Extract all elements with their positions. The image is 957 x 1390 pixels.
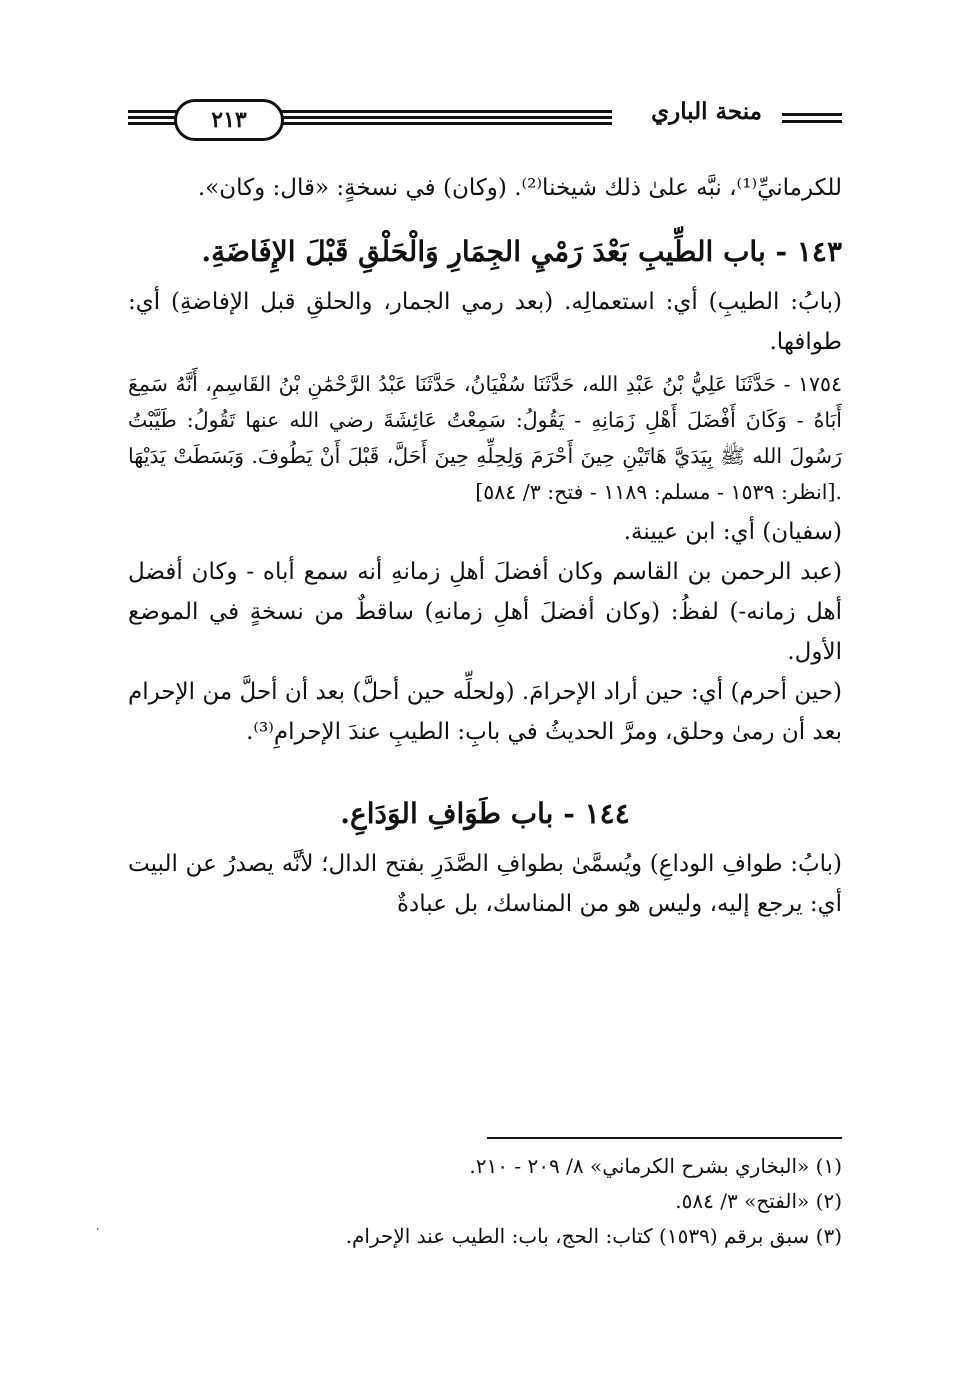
paragraph: للكرمانيِّ⁽¹⁾، نبَّه علىٰ ذلك شيخنا⁽²⁾. (وكان) في نسخةٍ: «قال: وكان». (197, 175, 842, 201)
header-rule (270, 116, 612, 119)
footnote: (١) «البخاري بشرح الكرماني» ٨/ ٢٠٩ - ٢١٠. (469, 1154, 842, 1178)
header-rule (128, 122, 178, 125)
footnotes (128, 1137, 842, 1254)
header-rule (128, 110, 178, 113)
running-title: منحة الباري (651, 98, 762, 125)
footnote-separator (487, 1137, 842, 1139)
main-text (128, 168, 842, 924)
paragraph: (بابُ: طوافِ الوداعِ) ويُسمَّىٰ بطوافِ الصَّدَرِ بفتح الدال؛ لأنَّه يصدرُ عن البيت أي: يرجع إليه، وليس هو من المناسك، بل عبادةٌ (128, 851, 842, 917)
header-rule (782, 113, 842, 116)
page-header (128, 96, 842, 142)
header-rule (128, 116, 178, 119)
chapter-heading: ١٤٤ - باب طَوَافِ الوَدَاعِ. (340, 797, 630, 830)
footnote: (٢) «الفتح» ٣/ ٥٨٤. (675, 1189, 842, 1213)
scan-mark: ، (96, 1222, 100, 1233)
header-rule (782, 120, 842, 123)
page-number: ٢١٣ (174, 99, 284, 141)
paragraph: (حين أحرم) أي: حين أراد الإحرامَ. (ولحلِّه حين أحلَّ) بعد أن أحلَّ من الإحرام بعد أن رمىٰ وحلق، ومرَّ الحديثُ في بابِ: الطيبِ عندَ الإحرامِ⁽³⁾. (128, 679, 842, 745)
chapter-heading: ١٤٣ - باب الطِّيبِ بَعْدَ رَمْيِ الجِمَارِ وَالْحَلْقِ قَبْلَ الإِفَاضَةِ. (201, 235, 842, 268)
footnote: (٣) سبق برقم (١٥٣٩) كتاب: الحج، باب: الطيب عند الإحرام. (345, 1224, 842, 1248)
hadith-text: ١٧٥٤ - حَدَّثَنَا عَلِيُّ بْنُ عَبْدِ الله، حَدَّثَنَا سُفْيَانُ، حَدَّثَنَا عَبْدُ الرَّحْمَٰنِ بْنُ القَاسِمِ، أَنَّهُ سَمِعَ أَبَاهُ - وَكَانَ أَفْضَلَ أَهْلِ زَمَانِهِ - يَقُولُ: سَمِعْتُ عَائِشَةَ رضي الله عنها تَقُولُ: طَيَّبْتُ رَسُولَ الله ﷺ بِيَدَيَّ هَاتَيْنِ حِينَ أَحْرَمَ وَلِحِلِّهِ حِينَ أَحَلَّ، قَبْلَ أَنْ يَطُوفَ. وَبَسَطَتْ يَدَيْهَا .[انظر: ١٥٣٩ - مسلم: ١١٨٩ - فتح: ٣/ ٥٨٤] (128, 372, 842, 504)
paragraph: (بابُ: الطيبِ) أي: استعمالِه. (بعد رمي الجمار، والحلقِ قبل الإفاضةِ) أي: طوافها. (128, 289, 842, 355)
paragraph: (سفيان) أي: ابن عيينة. (623, 519, 842, 545)
header-rule (270, 122, 612, 125)
paragraph: (عبد الرحمن بن القاسم وكان أفضلَ أهلِ زمانهِ أنه سمع أباه - وكان أفضل أهل زمانه-) لفظُ: (وكان أفضلَ أهلِ زمانهِ) ساقطٌ من نسخةٍ في الموضع الأول. (128, 559, 842, 665)
header-rule (270, 110, 612, 113)
